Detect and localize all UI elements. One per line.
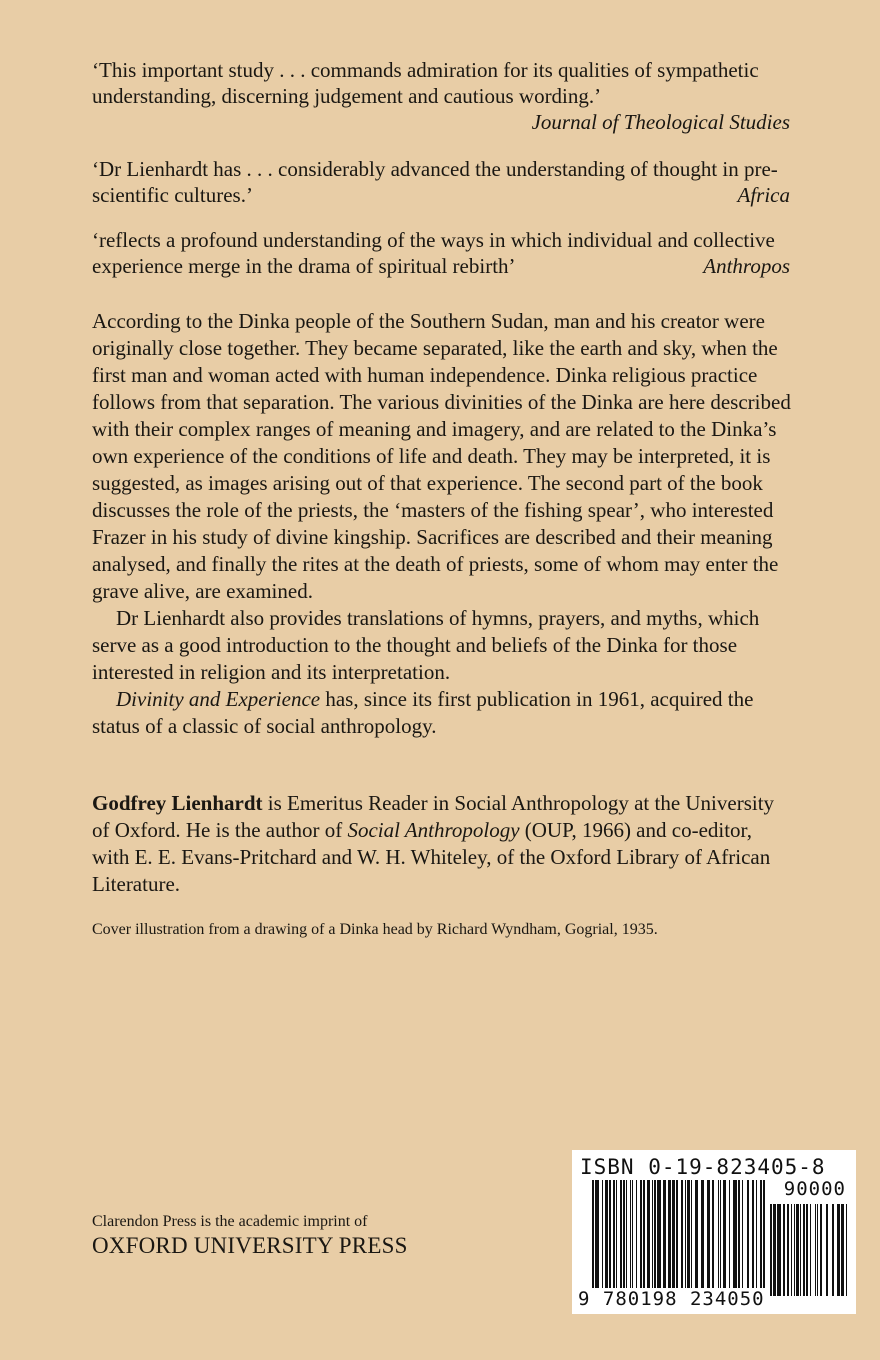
barcode-bar <box>626 1180 627 1296</box>
price-addon: 90000 <box>783 1178 846 1200</box>
barcode-bar <box>707 1180 710 1296</box>
barcode-bar <box>846 1204 847 1296</box>
isbn-number: ISBN 0-19-823405-8 <box>580 1155 826 1179</box>
review-quote-source: Journal of Theological Studies <box>531 110 790 134</box>
barcode-bar <box>647 1180 650 1296</box>
barcode-bar <box>685 1180 686 1296</box>
barcode-bar <box>654 1180 656 1296</box>
barcode-bar <box>636 1180 637 1296</box>
barcode-bar <box>620 1180 622 1296</box>
review-quote-3 <box>92 227 790 279</box>
review-quote-text: ‘Dr Lienhardt has . . . considerably advanced the understanding of thought in pre-scientific cultures.’ <box>92 157 778 207</box>
barcode-bar <box>773 1204 776 1296</box>
barcode-bar <box>632 1180 633 1296</box>
barcode-bar <box>787 1204 789 1296</box>
author-bio-text-2: (OUP, 1966) and co-editor, with E. E. Evans-Pritchard and W. H. Whiteley, of the Oxford Library of African Literature. <box>92 818 771 896</box>
barcode-bar <box>602 1180 603 1296</box>
barcode-bar <box>657 1180 661 1296</box>
description-paragraph-1: According to the Dinka people of the Southern Sudan, man and his creator were originally close together. They became separated, like the earth and sky, when the first man and woman acted with human independence. Dinka religious practice follows from that separation. The various divinities of the Dinka are here described with their complex ranges of meaning and imagery, and are related to the Dinka’s own experience of the conditions of life and death. They may be interpreted, it is suggested, as images arising out of that experience. The second part of the book discusses the role of the priests, the ‘masters of the fishing spear’, who interested Frazer in his study of divine kingship. Sacrifices are described and their meaning analysed, and finally the rites at the death of priests, some of whom may enter the grave alive, are examined. <box>92 309 791 603</box>
barcode-bar <box>752 1180 754 1296</box>
barcode-bar <box>701 1180 704 1296</box>
barcode-bar <box>820 1204 822 1296</box>
barcode-bar <box>681 1180 683 1296</box>
barcode-bar <box>826 1204 828 1296</box>
barcode-bar <box>815 1204 816 1296</box>
book-title-italic: Divinity and Experience <box>116 687 321 711</box>
barcode-bar <box>832 1204 834 1296</box>
barcode-bar <box>747 1180 749 1296</box>
barcode-bar <box>623 1180 625 1296</box>
barcode-bar <box>733 1180 737 1296</box>
barcode-bar <box>783 1204 785 1296</box>
review-quote-2 <box>92 156 790 208</box>
review-quote-source: Anthropos <box>703 254 790 278</box>
book-description <box>92 308 792 740</box>
author-bio-text-1: is Emeritus Reader in Social Anthropology at the University of Oxford. He is the author of <box>92 791 775 842</box>
publisher-name: OXFORD UNIVERSITY PRESS <box>92 1233 408 1258</box>
barcode-bar <box>729 1180 730 1296</box>
barcode-bar <box>810 1204 811 1296</box>
barcode-bar <box>718 1180 719 1296</box>
barcode-bar <box>837 1204 840 1296</box>
barcode-bar <box>841 1204 844 1296</box>
review-quote-text: ‘reflects a profound understanding of the ways in which individual and collective experience merge in the drama of spiritual rebirth’ <box>92 228 775 278</box>
barcode-bar <box>791 1204 792 1296</box>
barcode-bar <box>663 1180 666 1296</box>
barcode-bar <box>796 1204 799 1296</box>
barcode-bar <box>652 1180 653 1296</box>
barcode-bar <box>640 1180 642 1296</box>
barcode-bar <box>691 1180 692 1296</box>
barcode-bar <box>806 1204 808 1296</box>
description-paragraph-3 <box>92 686 792 740</box>
barcode-bar <box>613 1180 615 1296</box>
barcode-bar <box>756 1180 757 1296</box>
barcode-bar <box>712 1180 714 1296</box>
barcode-bar <box>687 1180 690 1296</box>
barcode-bar <box>605 1180 608 1296</box>
barcode-bar <box>803 1204 805 1296</box>
barcode-bar <box>723 1180 726 1296</box>
barcode-bar <box>695 1180 698 1296</box>
barcode-bar <box>800 1204 801 1296</box>
author-book-title: Social Anthropology <box>347 818 520 842</box>
description-paragraph-3-rest: has, since its first publication in 1961, acquired the status of a classic of social anthropology. <box>92 687 754 738</box>
author-name: Godfrey Lienhardt <box>92 791 263 815</box>
barcode-bar <box>770 1204 772 1296</box>
description-paragraph-2: Dr Lienhardt also provides translations of hymns, prayers, and myths, which serve as a good introduction to the thought and beliefs of the Dinka for those interested in religion and its interpretation. <box>92 606 760 684</box>
review-quote-source: Africa <box>737 183 790 207</box>
barcode-bar <box>738 1180 740 1296</box>
barcode-bar <box>643 1180 645 1296</box>
barcode-bar <box>630 1180 631 1296</box>
barcode-bar <box>668 1180 671 1296</box>
review-quote-text: ‘This important study . . . commands admiration for its qualities of sympathetic understanding, discerning judgement and cautious wording.’ <box>92 58 759 108</box>
imprint-line-1: Clarendon Press is the academic imprint of <box>92 1213 368 1230</box>
review-quote-1 <box>92 57 790 135</box>
barcode-bar <box>817 1204 818 1296</box>
author-bio <box>92 790 792 898</box>
ean-number: 9 780198 234050 <box>578 1288 765 1310</box>
barcode-bar <box>609 1180 611 1296</box>
publisher-imprint <box>92 1212 472 1260</box>
barcode-bar <box>794 1204 795 1296</box>
barcode-bar <box>616 1180 617 1296</box>
barcode-bar <box>777 1204 781 1296</box>
barcode-bar <box>742 1180 743 1296</box>
barcode-bar <box>720 1180 721 1296</box>
cover-illustration-credit: Cover illustration from a drawing of a Dinka head by Richard Wyndham, Gogrial, 1935. <box>92 921 658 938</box>
isbn-barcode <box>572 1150 856 1314</box>
